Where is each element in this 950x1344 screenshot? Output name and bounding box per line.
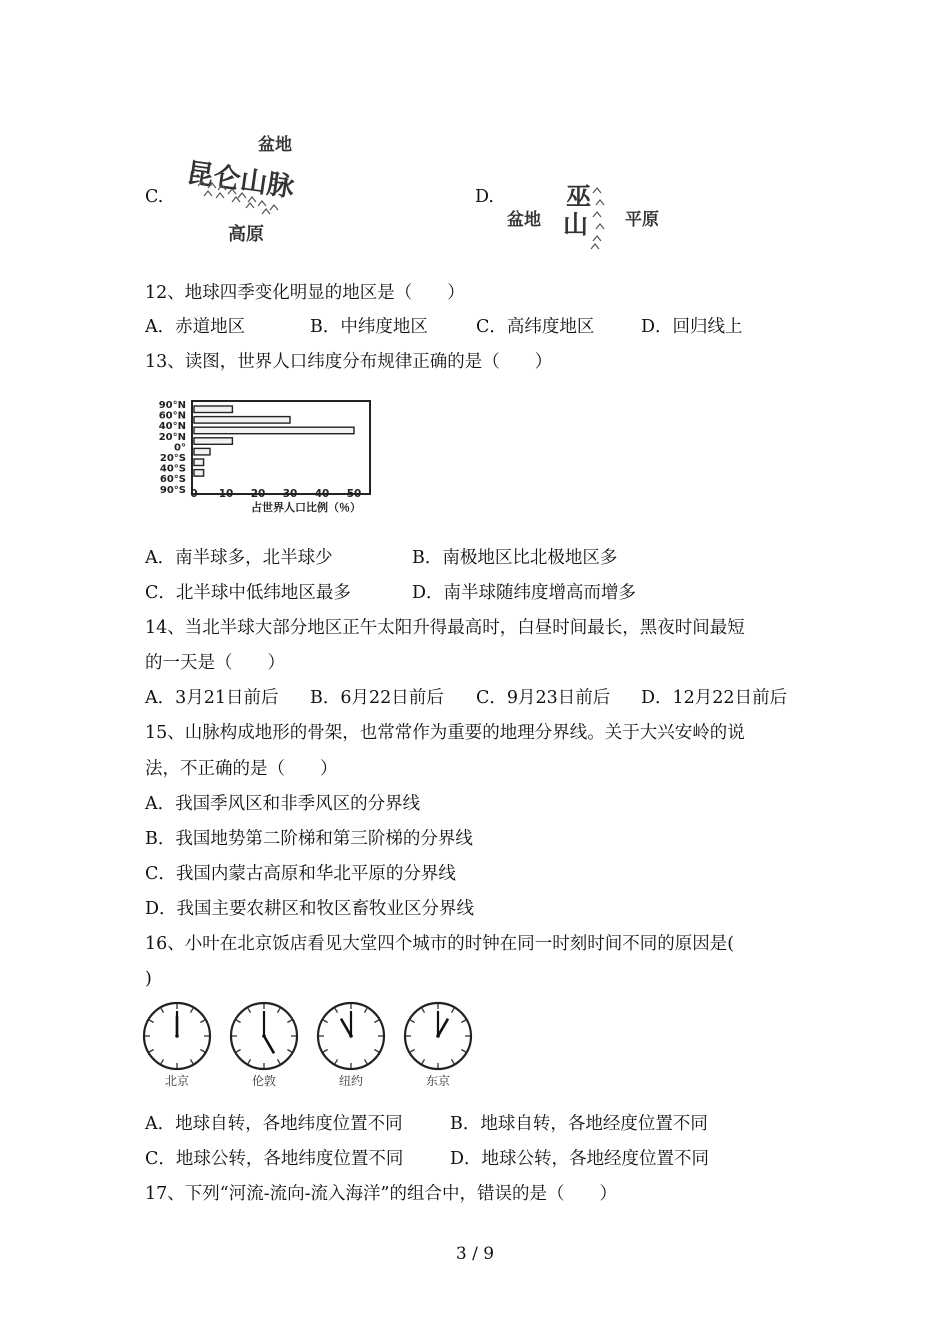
clock-city-label: 纽约 <box>338 1074 364 1088</box>
q12-option-a: A．赤道地区 <box>145 317 246 337</box>
q15-option-c: C．我国内蒙古高原和华北平原的分界线 <box>145 864 456 884</box>
q14-option-b: B．6月22日前后 <box>310 688 444 708</box>
y-tick-label: 0° <box>174 442 186 454</box>
clock-center <box>436 1034 440 1038</box>
q16-option-a: A．地球自转，各地纬度位置不同 <box>145 1114 403 1134</box>
q13-options-row2 <box>145 582 795 604</box>
bar-2 <box>194 417 290 424</box>
x-tick-label: 20 <box>250 488 266 500</box>
chart-bars <box>194 406 354 476</box>
q15-question-line1: 15、山脉构成地形的骨架，也常常作为重要的地理分界线。关于大兴安岭的说 <box>145 723 745 743</box>
fig-d-right-label: 平原 <box>625 210 659 230</box>
x-tick-label: 40 <box>314 488 330 500</box>
fig-d-mountain-char-2: 山 <box>563 210 589 239</box>
q12-question: 12、地球四季变化明显的地区是（ ） <box>145 283 465 303</box>
y-tick-label: 90°N <box>158 400 186 411</box>
q15-option-d: D．我国主要农耕区和牧区畜牧业区分界线 <box>145 899 475 919</box>
y-tick-label: 40°N <box>158 421 186 433</box>
bar-1 <box>194 406 232 413</box>
q16-question-line2: ) <box>145 969 152 989</box>
x-tick-label: 10 <box>218 488 234 500</box>
y-tick-label: 20°S <box>159 453 186 464</box>
bar-7 <box>194 470 204 477</box>
q14-options <box>145 687 805 709</box>
q11-figure-d <box>503 175 678 255</box>
x-tick-label: 30 <box>282 488 298 500</box>
q13-option-a: A．南半球多，北半球少 <box>145 548 333 568</box>
q16-option-d: D．地球公转，各地经度位置不同 <box>450 1149 710 1169</box>
clock-center <box>262 1034 266 1038</box>
fig-d-mountain-symbols <box>591 188 604 249</box>
q13-option-d: D．南半球随纬度增高而增多 <box>412 583 637 603</box>
q16-option-b: B．地球自转，各地经度位置不同 <box>450 1114 708 1134</box>
q12-options <box>145 316 795 338</box>
q12-option-d: D．回归线上 <box>641 317 743 337</box>
clock-3 <box>318 1003 384 1088</box>
q16-options-row2 <box>145 1148 795 1170</box>
chart-frame <box>192 401 370 494</box>
clock-4 <box>405 1003 471 1088</box>
x-tick-label: 0 <box>190 488 198 500</box>
q13-option-b: B．南极地区比北极地区多 <box>412 548 618 568</box>
clock-1 <box>144 1003 210 1088</box>
q16-options-row1 <box>145 1113 795 1135</box>
q13-population-chart <box>148 392 448 520</box>
bar-4 <box>194 438 232 445</box>
q17-question: 17、下列“河流-流向-流入海洋”的组合中，错误的是（ ） <box>145 1184 617 1204</box>
q13-options-row1 <box>145 547 795 569</box>
page-number: 3 / 9 <box>455 1244 495 1264</box>
clock-center <box>175 1034 179 1038</box>
y-tick-label: 60°S <box>159 474 186 486</box>
q14-option-a: A．3月21日前后 <box>145 688 279 708</box>
q14-question-line2: 的一天是（ ） <box>145 653 285 673</box>
q14-option-c: C．9月23日前后 <box>476 688 611 708</box>
clock-city-label: 东京 <box>425 1074 451 1088</box>
q15-option-a: A．我国季风区和非季风区的分界线 <box>145 794 421 814</box>
q13-option-c: C．北半球中低纬地区最多 <box>145 583 351 603</box>
clock-center <box>349 1034 353 1038</box>
clock-city-label: 北京 <box>164 1074 190 1088</box>
clock-2 <box>231 1003 297 1088</box>
q14-question-line1: 14、当北半球大部分地区正午太阳升得最高时，白昼时间最长，黑夜时间最短 <box>145 618 745 638</box>
q11-option-c-label: C. <box>145 187 164 207</box>
clock-city-label: 伦敦 <box>251 1074 277 1088</box>
q16-question-line1: 16、小叶在北京饭店看见大堂四个城市的时钟在同一时刻时间不同的原因是( <box>145 934 735 954</box>
bar-3 <box>194 427 354 434</box>
q15-option-b: B．我国地势第二阶梯和第三阶梯的分界线 <box>145 829 473 849</box>
y-tick-label: 20°N <box>158 431 186 443</box>
q14-option-d: D．12月22日前后 <box>641 688 788 708</box>
fig-c-mountain-label: 昆仑山脉 <box>184 157 296 204</box>
q15-question-line2: 法，不正确的是（ ） <box>145 759 338 779</box>
chart-x-axis-label: 占世界人口比例（％） <box>251 501 361 514</box>
y-tick-label: 60°N <box>158 410 186 422</box>
fig-c-bottom-label: 高原 <box>228 224 264 245</box>
fig-d-mountain-char-1: 巫 <box>566 182 592 211</box>
q11-figure-c <box>178 128 313 248</box>
q13-question: 13、读图，世界人口纬度分布规律正确的是（ ） <box>145 352 553 372</box>
fig-d-left-label: 盆地 <box>507 210 541 230</box>
y-tick-label: 40°S <box>159 463 186 475</box>
q11-option-d-label: D. <box>475 187 494 207</box>
bar-6 <box>194 459 204 466</box>
x-tick-label: 50 <box>346 488 362 500</box>
chart-y-ticks <box>159 400 186 496</box>
q12-option-c: C．高纬度地区 <box>476 317 595 337</box>
y-tick-label: 90°S <box>159 484 186 496</box>
q16-clocks <box>140 998 480 1093</box>
q12-option-b: B．中纬度地区 <box>310 317 428 337</box>
q16-option-c: C．地球公转，各地纬度位置不同 <box>145 1149 404 1169</box>
fig-c-top-label: 盆地 <box>258 135 292 155</box>
bar-5 <box>194 448 210 455</box>
